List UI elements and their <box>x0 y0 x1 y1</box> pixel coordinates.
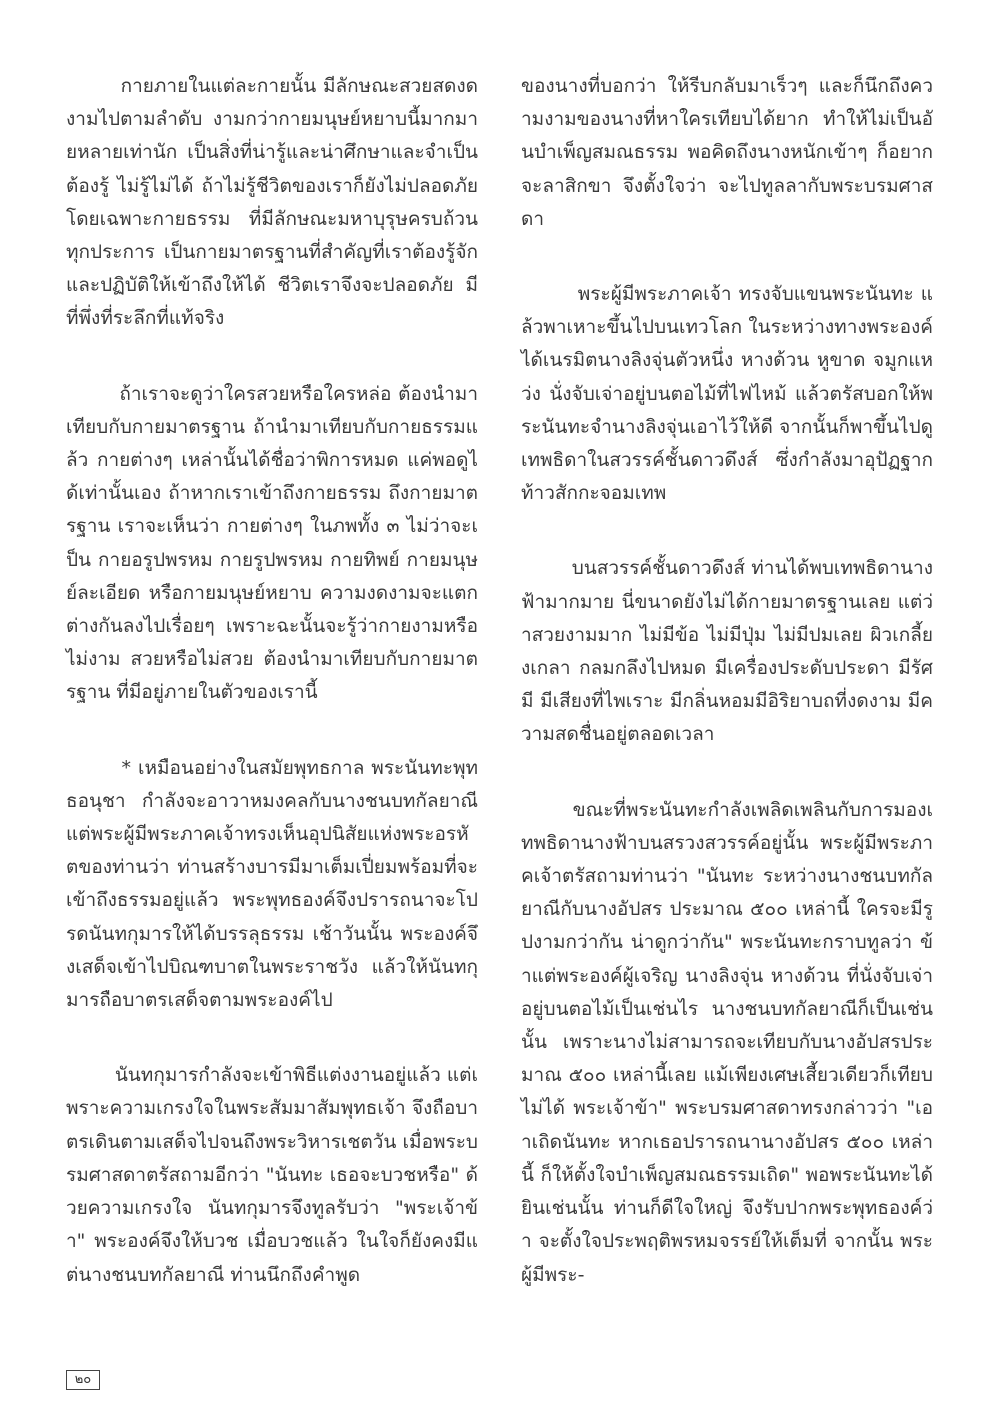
paragraph-gap <box>66 1017 478 1059</box>
paragraph-gap <box>521 236 933 278</box>
paragraph-gap <box>66 710 478 752</box>
paragraph: นันทกุมารกำลังจะเข้าพิธีแต่งงานอยู่แล้ว แต่เพราะความเกรงใจในพระสัมมาสัมพุทธเจ้า จึงถือบาตรเดินตามเสด็จไปจนถึงพระวิหารเชตวัน เมื่อพระบรมศาสดาตรัสถามอีกว่า "นันทะ เธอจะบวชหรือ" ด้วยความเกรงใจ นันทกุมารจึงทูลรับว่า "พระเจ้าข้า" พระองค์จึงให้บวช เมื่อบวชแล้ว ในใจก็ยังคงมีแต่นางชนบทกัลยาณี ท่านนึกถึงคำพูด <box>66 1064 478 1286</box>
paragraph-gap <box>521 752 933 794</box>
page-number: ๒๐ <box>66 1370 100 1390</box>
left-column <box>66 70 485 1292</box>
right-column <box>521 70 933 1292</box>
paragraph: บนสวรรค์ชั้นดาวดึงส์ ท่านได้พบเทพธิดานางฟ้ามากมาย นี่ขนาดยังไม่ได้กายมาตรฐานเลย แต่ว่าสวยงามมาก ไม่มีข้อ ไม่มีปุ่ม ไม่มีปมเลย ผิวเกลี้ยงเกลา กลมกลึงไปหมด มีเครื่องประดับประดา มีรัศมี มีเสียงที่ไพเราะ มีกลิ่นหอมมีอิริยาบถที่งดงาม มีความสดชื่นอยู่ตลอดเวลา <box>521 557 933 746</box>
paragraph: พระผู้มีพระภาคเจ้า ทรงจับแขนพระนันทะ แล้วพาเหาะขึ้นไปบนเทวโลก ในระหว่างทางพระองค์ได้เนรมิตนางลิงจุ่นตัวหนึ่ง หางด้วน หูขาด จมูกแหว่ง นั่งจับเจ่าอยู่บนตอไม้ที่ไฟไหม้ แล้วตรัสบอกให้พระนันทะจำนางลิงจุ่นเอาไว้ให้ดี จากนั้นก็พาขึ้นไปดูเทพธิดาในสวรรค์ชั้นดาวดึงส์ ซึ่งกำลังมาอุปัฏฐากท้าวสักกะจอมเทพ <box>521 283 933 505</box>
paragraph: ขณะที่พระนันทะกำลังเพลิดเพลินกับการมองเทพธิดานางฟ้าบนสรวงสวรรค์อยู่นั้น พระผู้มีพระภาคเจ้าตรัสถามท่านว่า "นันทะ ระหว่างนางชนบทกัลยาณีกับนางอัปสร ประมาณ ๕๐๐ เหล่านี้ ใครจะมีรูปงามกว่ากัน น่าดูกว่ากัน" พระนันทะกราบทูลว่า ข้าแต่พระองค์ผู้เจริญ นางลิงจุ่น หางด้วน ที่นั่งจับเจ่าอยู่บนตอไม้เป็นเช่นไร นางชนบทกัลยาณีก็เป็นเช่นนั้น เพราะนางไม่สามารถจะเทียบกับนางอัปสรประมาณ ๕๐๐ เหล่านี้เลย แม้เพียงเศษเสี้ยวเดียวก็เทียบไม่ได้ พระเจ้าข้า" พระบรมศาสดาทรงกล่าวว่า "เอาเถิดนันทะ หากเธอปรารถนานางอัปสร ๕๐๐ เหล่านี้ ก็ให้ตั้งใจบำเพ็ญสมณธรรมเถิด" พอพระนันทะได้ยินเช่นนั้น ท่านก็ดีใจใหญ่ จึงรับปากพระพุทธองค์ว่า จะตั้งใจประพฤติพรหมจรรย์ให้เต็มที่ จากนั้น พระผู้มีพระ- <box>521 798 933 1286</box>
paragraph-gap <box>66 336 478 378</box>
paragraph: กายภายในแต่ละกายนั้น มีลักษณะสวยสดงดงามไปตามลำดับ งามกว่ากายมนุษย์หยาบนี้มากมายหลายเท่านัก เป็นสิ่งที่น่ารู้และน่าศึกษาและจำเป็นต้องรู้ ไม่รู้ไม่ได้ ถ้าไม่รู้ชีวิตของเราก็ยังไม่ปลอดภัย โดยเฉพาะกายธรรม ที่มีลักษณะมหาบุรุษครบถ้วนทุกประการ เป็นกายมาตรฐานที่สำคัญที่เราต้องรู้จักและปฏิบัติให้เข้าถึงให้ได้ ชีวิตเราจึงจะปลอดภัย มีที่พึ่งที่ระลึกที่แท้จริง <box>66 75 485 330</box>
paragraph: ของนางที่บอกว่า ให้รีบกลับมาเร็วๆ และก็นึกถึงความงามของนางที่หาใครเทียบได้ยาก ทำให้ไม่เป็นอันบำเพ็ญสมณธรรม พอคิดถึงนางหนักเข้าๆ ก็อยากจะลาสิกขา จึงตั้งใจว่า จะไปทูลลากับพระบรมศาสดา <box>521 75 933 230</box>
paragraph-gap <box>521 510 933 552</box>
paragraph: * เหมือนอย่างในสมัยพุทธกาล พระนันทะพุทธอนุชา กำลังจะอาวาหมงคลกับนางชนบทกัลยาณี แต่พระผู้มีพระภาคเจ้าทรงเห็นอุปนิสัยแห่งพระอรหัตของท่านว่า ท่านสร้างบารมีมาเต็มเปี่ยมพร้อมที่จะเข้าถึงธรรมอยู่แล้ว พระพุทธองค์จึงปรารถนาจะโปรดนันทกุมารให้ได้บรรลุธรรม เช้าวันนั้น พระองค์จึงเสด็จเข้าไปบิณฑบาตในพระราชวัง แล้วให้นันทกุมารถือบาตรเสด็จตามพระองค์ไป <box>66 756 485 1012</box>
paragraph: ถ้าเราจะดูว่าใครสวยหรือใครหล่อ ต้องนำมาเทียบกับกายมาตรฐาน ถ้านำมาเทียบกับกายธรรมแล้ว กายต่างๆ เหล่านั้นได้ชื่อว่าพิการหมด แค่พอดูได้เท่านั้นเอง ถ้าหากเราเข้าถึงกายธรรม ถึงกายมาตรฐาน เราจะเห็นว่า กายต่างๆ ในภพทั้ง ๓ ไม่ว่าจะเป็น กายอรูปพรหม กายรูปพรหม กายทิพย์ กายมนุษย์ละเอียด หรือกายมนุษย์หยาบ ความงดงามจะแตกต่างกันลงไปเรื่อยๆ เพราะฉะนั้นจะรู้ว่ากายงามหรือไม่งาม สวยหรือไม่สวย ต้องนำมาเทียบกับกายมาตรฐาน ที่มีอยู่ภายในตัวของเรานี้ <box>66 382 478 704</box>
